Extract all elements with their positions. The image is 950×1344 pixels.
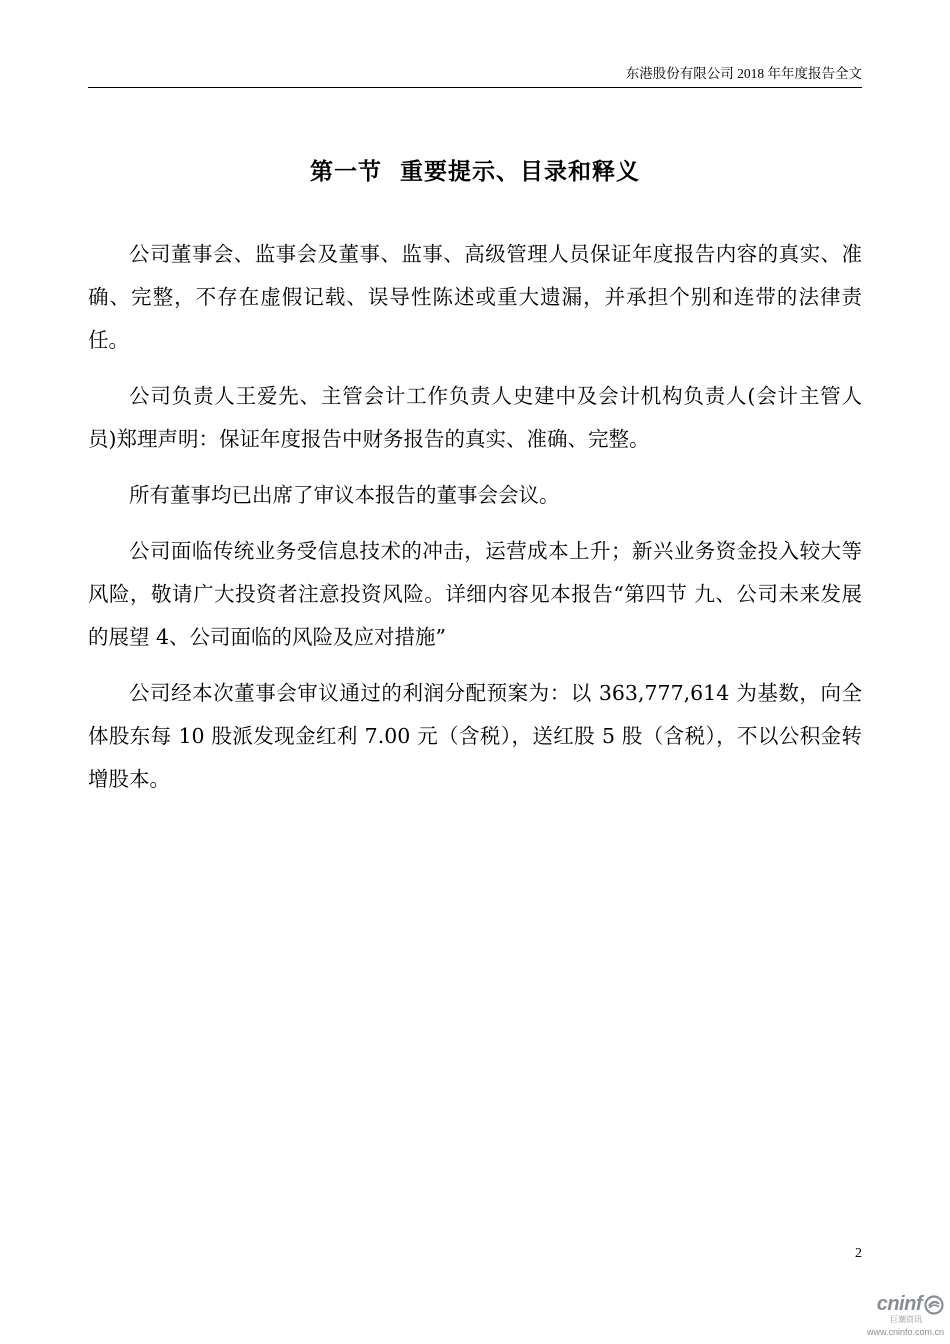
cninfo-watermark [846,1293,946,1341]
body-text [88,233,862,814]
header-rule [88,87,862,88]
paragraph-profit-distribution: 公司经本次董事会审议通过的利润分配预案为：以 363,777,614 为基数，向全体股东每 10 股派发现金红利 7.00 元（含税），送红股 5 股（含税），不以公积金转增股本。 [88,681,862,791]
page-number: 2 [855,1246,862,1261]
cninfo-logo-icon [924,1295,944,1315]
running-header: 东港股份有限公司 2018 年年度报告全文 [625,66,862,81]
watermark-url: www.cninfo.com.cn [866,1327,944,1337]
section-title: 第一节 重要提示、目录和释义 [309,158,640,185]
watermark-brand: cninf [876,1293,922,1315]
paragraph-board-guarantee: 公司董事会、监事会及董事、监事、高级管理人员保证年度报告内容的真实、准确、完整，不存在虚假记载、误导性陈述或重大遗漏，并承担个别和连带的法律责任。 [88,242,862,352]
paragraph-responsible-persons: 公司负责人王爱先、主管会计工作负责人史建中及会计机构负责人(会计主管人员)郑理声明：保证年度报告中财务报告的真实、准确、完整。 [88,384,862,451]
paragraph-risk-notice: 公司面临传统业务受信息技术的冲击，运营成本上升；新兴业务资金投入较大等风险，敬请广大投资者注意投资风险。详细内容见本报告“第四节 九、公司未来发展的展望 4、公司面临的风险及应对措施” [88,539,862,649]
watermark-brand-cn: 巨潮资讯 [890,1315,922,1324]
paragraph-directors-attendance: 所有董事均已出席了审议本报告的董事会会议。 [129,483,560,507]
